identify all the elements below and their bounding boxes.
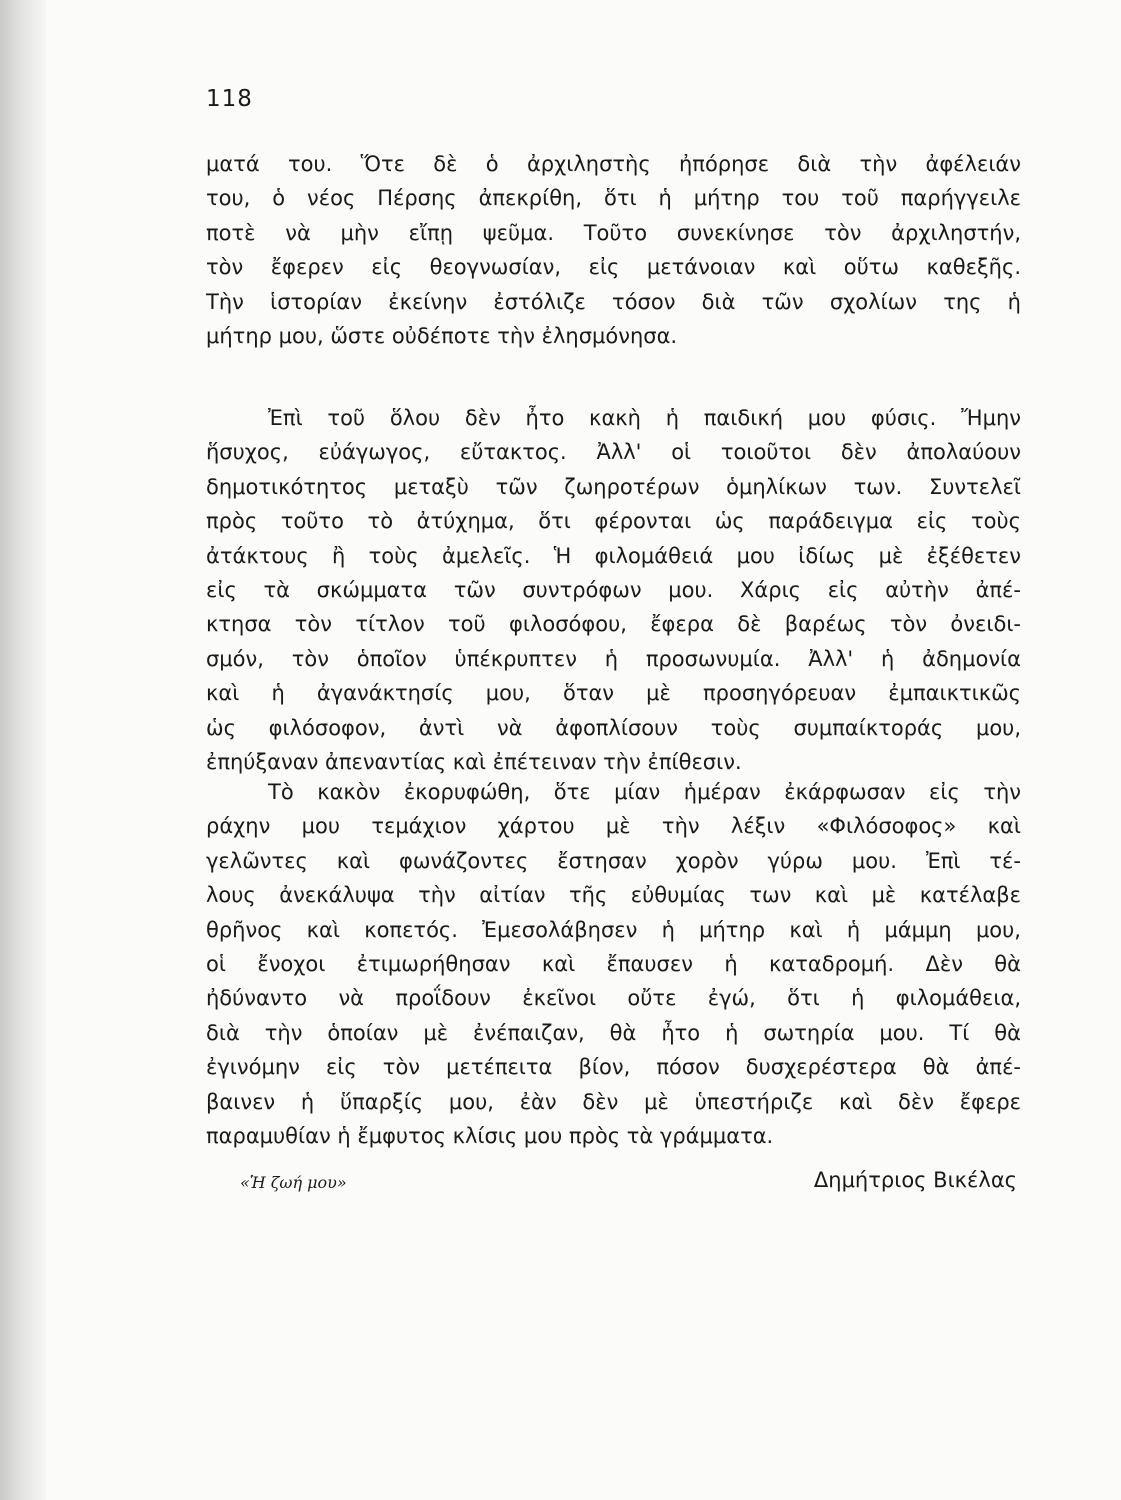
- text-line: οἱ ἔνοχοι ἐτιμωρήθησαν καὶ ἔπαυσεν ἡ καταδρομή. Δὲν θὰ: [206, 951, 1021, 976]
- text-line: πρὸς τοῦτο τὸ ἀτύχημα, ὅτι φέρονται ὡς παράδειγμα εἰς τοὺς: [206, 509, 1021, 534]
- text-line: λους ἀνεκάλυψα τὴν αἰτίαν τῆς εὐθυμίας των καὶ μὲ κατέλαβε: [206, 883, 1021, 908]
- text-line: τὸν ἔφερεν εἰς θεογνωσίαν, εἰς μετάνοιαν καὶ οὕτω καθεξῆς.: [206, 255, 1021, 280]
- text-line: ἐγινόμην εἰς τὸν μετέπειτα βίον, πόσον δυσχερέστερα θὰ ἀπέ-: [206, 1055, 1021, 1080]
- paragraph-3: [206, 775, 1021, 1153]
- text-line: γελῶντες καὶ φωνάζοντες ἔστησαν χορὸν γύρω μου. Ἐπὶ τέ-: [206, 848, 1021, 873]
- text-line: μήτηρ μου, ὥστε οὐδέποτε τὴν ἐλησμόνησα.: [206, 323, 678, 348]
- text-line: καὶ ἡ ἀγανάκτησίς μου, ὅταν μὲ προσηγόρευαν ἐμπαικτικῶς: [206, 681, 1021, 706]
- author-name: Δημήτριος Βικέλας: [813, 1168, 1017, 1192]
- text-line: σμόν, τὸν ὁποῖον ὑπέκρυπτεν ἡ προσωνυμία. Ἀλλ' ἡ ἀδημονία: [206, 646, 1021, 671]
- text-line: ἐπηύξαναν ἀπεναντίας καὶ ἐπέτειναν τὴν ἐπίθεσιν.: [206, 749, 742, 774]
- paragraph-1: [206, 147, 1021, 353]
- text-line: ματά του. Ὅτε δὲ ὁ ἀρχιληστὴς ἠπόρησε διὰ τὴν ἀφέλειάν: [206, 152, 1021, 176]
- text-line: ἥσυχος, εὐάγωγος, εὔτακτος. Ἀλλ' οἱ τοιοῦτοι δὲν ἀπολαύουν: [206, 440, 1021, 465]
- text-line: ἠδύναντο νὰ προΐδουν ἐκεῖνοι οὔτε ἐγώ, ὅτι ἡ φιλομάθεια,: [206, 986, 1021, 1011]
- page-gutter-shadow: [0, 0, 46, 1500]
- text-line: κτησα τὸν τίτλον τοῦ φιλοσόφου, ἔφερα δὲ βαρέως τὸν ὀνειδι-: [206, 612, 1021, 637]
- text-line: ὡς φιλόσοφον, ἀντὶ νὰ ἀφοπλίσουν τοὺς συμπαίκτοράς μου,: [206, 715, 1021, 740]
- text-line: του, ὁ νέος Πέρσης ἀπεκρίθη, ὅτι ἡ μήτηρ του τοῦ παρήγγειλε: [206, 186, 1021, 211]
- text-line: ποτὲ νὰ μὴν εἴπῃ ψεῦμα. Τοῦτο συνεκίνησε τὸν ἀρχιληστήν,: [206, 220, 1021, 245]
- paragraph-2: [206, 401, 1021, 779]
- text-line: Ἐπὶ τοῦ ὅλου δὲν ἦτο κακὴ ἡ παιδική μου φύσις. Ἤμην: [268, 406, 1021, 430]
- text-line: θρῆνος καὶ κοπετός. Ἐμεσολάβησεν ἡ μήτηρ καὶ ἡ μάμμη μου,: [206, 917, 1021, 942]
- text-line: παραμυθίαν ἡ ἔμφυτος κλίσις μου πρὸς τὰ γράμματα.: [206, 1123, 774, 1148]
- text-line: Τὸ κακὸν ἐκορυφώθη, ὅτε μίαν ἡμέραν ἐκάρφωσαν εἰς τὴν: [268, 780, 1021, 804]
- text-line: βαινεν ἡ ὕπαρξίς μου, ἐὰν δὲν μὲ ὑπεστήριζε καὶ δὲν ἔφερε: [206, 1089, 1021, 1114]
- text-line: δημοτικότητος μεταξὺ τῶν ζωηροτέρων ὁμηλίκων των. Συντελεῖ: [206, 474, 1021, 499]
- text-line: εἰς τὰ σκώμματα τῶν συντρόφων μου. Χάρις εἰς αὐτὴν ἀπέ-: [206, 577, 1021, 602]
- page-number: 118: [206, 86, 253, 112]
- text-line: διὰ τὴν ὁποίαν μὲ ἐνέπαιζαν, θὰ ἦτο ἡ σωτηρία μου. Τί θὰ: [206, 1020, 1021, 1045]
- text-line: ἀτάκτους ἢ τοὺς ἀμελεῖς. Ἡ φιλομάθειά μου ἰδίως μὲ ἐξέθετεν: [206, 543, 1021, 568]
- text-line: ράχην μου τεμάχιον χάρτου μὲ τὴν λέξιν «Φιλόσοφος» καὶ: [206, 814, 1021, 839]
- source-citation: «Ἡ ζωή μου»: [240, 1173, 347, 1192]
- text-line: Τὴν ἱστορίαν ἐκείνην ἐστόλιζε τόσον διὰ τῶν σχολίων της ἡ: [206, 289, 1021, 314]
